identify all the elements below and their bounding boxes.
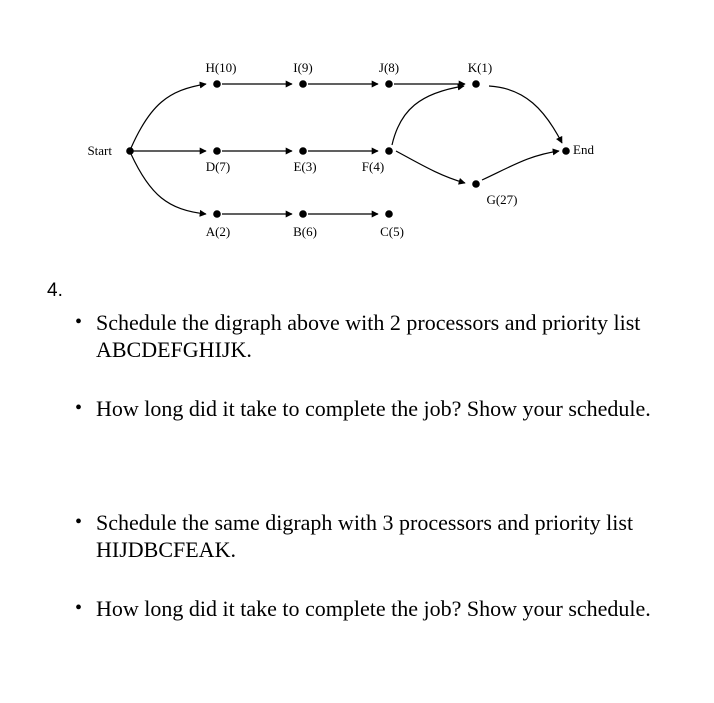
edge-start-a bbox=[131, 154, 206, 214]
node-e bbox=[299, 147, 307, 155]
label-f: F(4) bbox=[361, 159, 385, 174]
question-item bbox=[75, 595, 675, 622]
node-b bbox=[299, 210, 307, 218]
edge-start-h bbox=[131, 84, 206, 148]
label-d: D(7) bbox=[205, 159, 231, 174]
label-i: I(9) bbox=[293, 60, 313, 75]
node-i bbox=[299, 80, 307, 88]
node-end bbox=[562, 147, 570, 155]
node-d bbox=[213, 147, 221, 155]
label-g: G(27) bbox=[486, 192, 518, 207]
node-f bbox=[385, 147, 393, 155]
edge-g-end bbox=[482, 151, 559, 180]
label-end: End bbox=[573, 142, 594, 157]
label-h: H(10) bbox=[205, 60, 237, 75]
label-k: K(1) bbox=[467, 60, 493, 75]
bullet-icon: • bbox=[75, 597, 83, 619]
problem-number: 4. bbox=[47, 280, 63, 301]
label-e: E(3) bbox=[293, 159, 317, 174]
question-text: How long did it take to complete the job? Show your schedule. bbox=[96, 396, 651, 421]
bullet-icon: • bbox=[75, 397, 83, 419]
digraph-labels bbox=[87, 60, 594, 239]
question-item bbox=[75, 309, 675, 363]
question-text: How long did it take to complete the job? Show your schedule. bbox=[96, 596, 651, 621]
question-text: Schedule the digraph above with 2 processors and priority list ABCDEFGHIJK. bbox=[96, 310, 641, 362]
node-a bbox=[213, 210, 221, 218]
digraph bbox=[0, 0, 714, 260]
edge-f-g bbox=[396, 151, 465, 183]
edge-c-k bbox=[392, 86, 464, 145]
node-g bbox=[472, 180, 480, 188]
label-c: C(5) bbox=[380, 224, 404, 239]
label-b: B(6) bbox=[293, 224, 317, 239]
question-item bbox=[75, 509, 675, 563]
bullet-icon: • bbox=[75, 311, 83, 333]
label-start: Start bbox=[87, 143, 112, 158]
node-k bbox=[472, 80, 480, 88]
question-text: Schedule the same digraph with 3 processors and priority list HIJDBCFEAK. bbox=[96, 510, 634, 562]
node-start bbox=[126, 147, 134, 155]
node-h bbox=[213, 80, 221, 88]
node-c bbox=[385, 210, 393, 218]
label-a: A(2) bbox=[205, 224, 231, 239]
label-j: J(8) bbox=[378, 60, 400, 75]
question-item bbox=[75, 395, 675, 422]
node-j bbox=[385, 80, 393, 88]
bullet-icon: • bbox=[75, 511, 83, 533]
edge-k-end bbox=[489, 86, 562, 143]
